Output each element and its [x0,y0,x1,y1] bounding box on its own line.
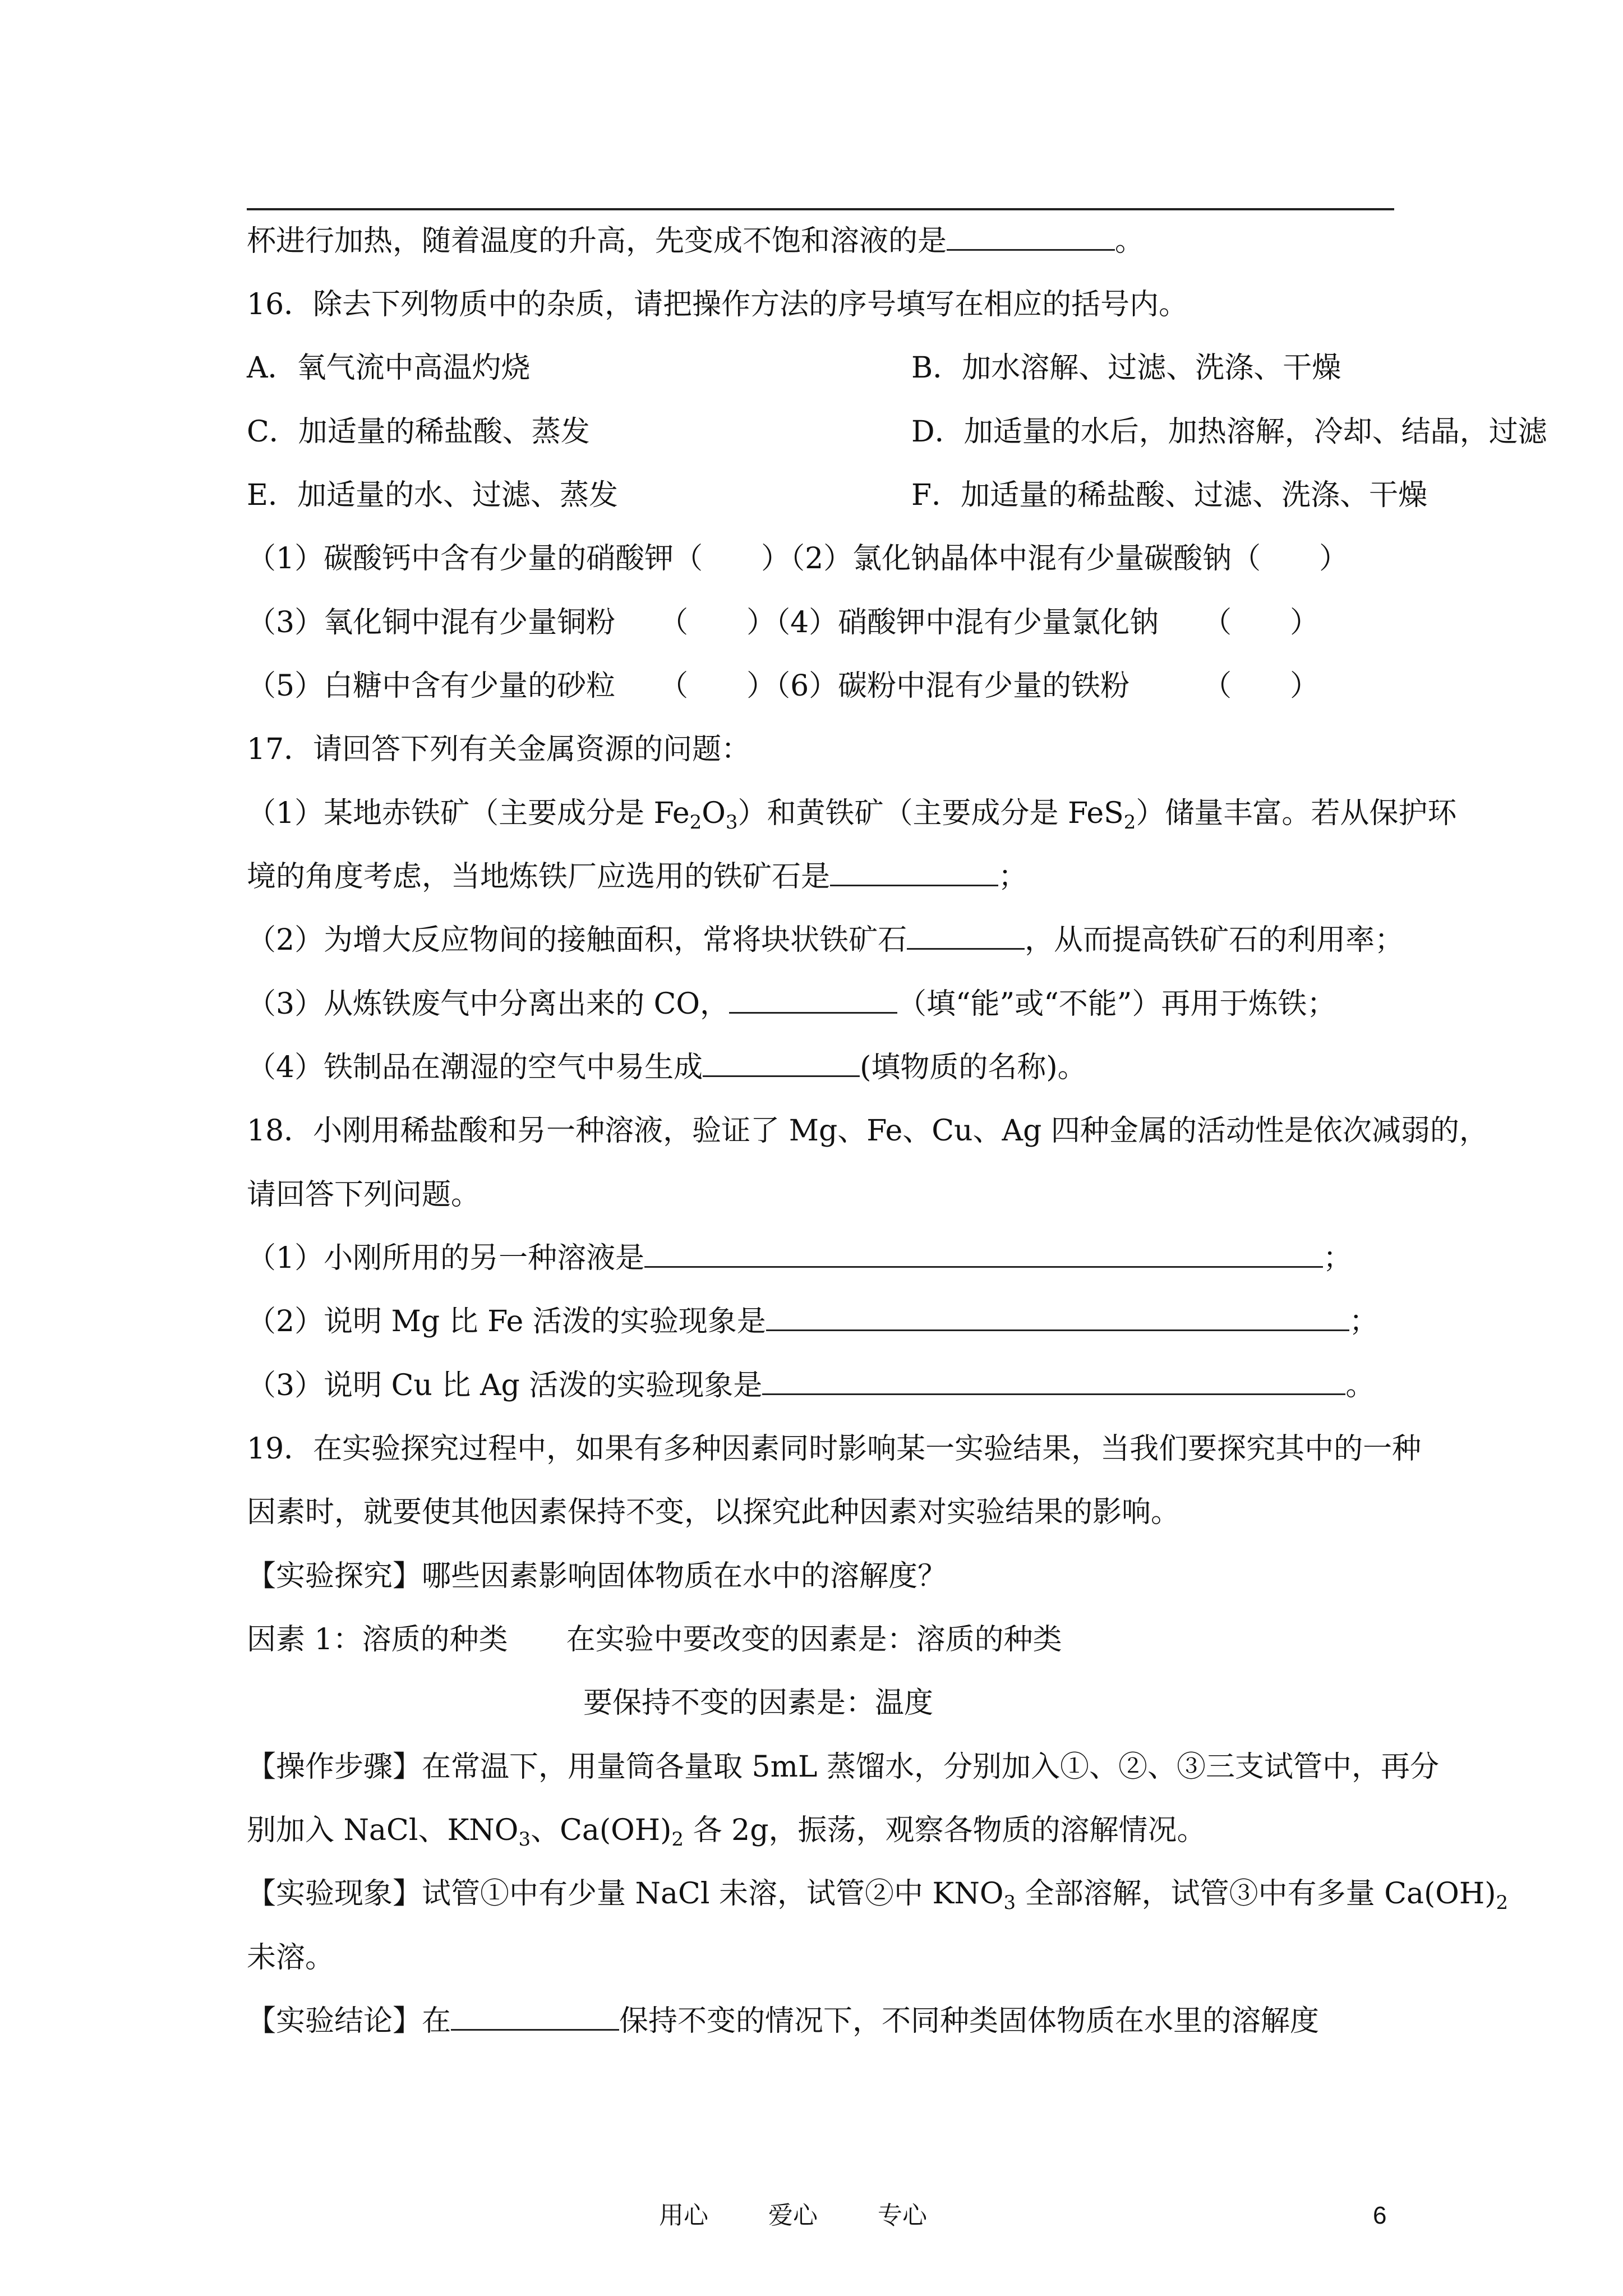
question-17-1b: 境的角度考虑，当地炼铁厂应选用的铁矿石是 ； [247,854,1027,899]
question-16-items-5-6: （5）白糖中含有少量的砂粒 （ ）（6）碳粉中混有少量的铁粉 （ ） [247,669,1320,703]
question-17-2: （2）为增大反应物间的接触面积，常将块状铁矿石 ，从而提高铁矿石的利用率； [247,918,1404,963]
option-row-cd [247,409,1547,454]
question-19-factor: 因素 1：溶质的种类 在实验中要改变的因素是：溶质的种类 [247,1623,1062,1657]
question-19-phenomenon: 【实验现象】试管①中有少量 NaCl 未溶，试管②中 $KNO_3$ 全部溶解，试管③中有多量 $Ca(OH)_2$ [247,1877,1509,1914]
question-19-explore: 【实验探究】哪些因素影响固体物质在水中的溶解度？ [247,1559,947,1593]
question-19b: 因素时，就要使其他因素保持不变，以探究此种因素对实验结果的影响。 [247,1496,1181,1529]
question-19-steps-b: 别加入 NaCl、$KNO_3$、$Ca(OH)_2$ 各 2g，振荡，观察各物质的溶解情况。 [247,1814,1206,1851]
question-17-4: （4）铁制品在潮湿的空气中易生成 (填物质的名称)。 [247,1045,1087,1090]
option-f: F．加适量的稀盐酸、过滤、洗涤、干燥 [911,478,1428,512]
answer-blank[interactable] [644,1239,1323,1268]
question-19-conclusion: 【实验结论】在 保持不变的情况下，不同种类固体物质在水里的溶解度 [247,1999,1319,2044]
question-16: 16．除去下列物质中的杂质，请把操作方法的序号填写在相应的括号内。 [247,288,1188,321]
option-e: E．加适量的水、过滤、蒸发 [247,478,618,512]
answer-blank[interactable] [762,1366,1345,1395]
question-16-items-1-2: （1）碳酸钙中含有少量的硝酸钾（ ）（2）氯化钠晶体中混有少量碳酸钠（ ） [247,542,1349,576]
footer-motto-1: 用心 [659,2201,708,2230]
question-18b: 请回答下列问题。 [247,1178,481,1212]
option-b: B．加水溶解、过滤、洗涤、干燥 [911,351,1341,385]
question-19-phenomenon-end: 未溶。 [247,1941,335,1975]
answer-blank[interactable] [907,921,1025,950]
question-18-2: （2）说明 Mg 比 Fe 活泼的实验现象是 ； [247,1299,1378,1344]
answer-blank[interactable] [830,858,998,886]
option-d: D．加适量的水后，加热溶解，冷却、结晶，过滤 [911,415,1547,449]
question-18a: 18．小刚用稀盐酸和另一种溶液，验证了 Mg、Fe、Cu、Ag 四种金属的活动性是依次减弱的， [247,1114,1488,1148]
answer-blank[interactable] [451,2002,619,2031]
question-19a: 19．在实验探究过程中，如果有多种因素同时影响某一实验结果，当我们要探究其中的一种 [247,1432,1422,1466]
option-row-ab [247,346,1341,390]
answer-blank[interactable] [703,1048,860,1077]
question-18-3: （3）说明 Cu 比 Ag 活泼的实验现象是 。 [247,1363,1375,1408]
question-19-constant: 要保持不变的因素是：温度 [583,1686,934,1720]
question-19-steps-a: 【操作步骤】在常温下，用量筒各量取 5mL 蒸馏水，分别加入①、②、③三支试管中，再分 [247,1750,1439,1784]
option-c: C．加适量的稀盐酸、蒸发 [247,415,590,449]
question-16-items-3-4: （3）氧化铜中混有少量铜粉 （ ）（4）硝酸钾中混有少量氯化钠 （ ） [247,606,1320,639]
answer-blank[interactable] [766,1303,1349,1331]
question-17-1a: （1）某地赤铁矿（主要成分是 $Fe_2O_3$）和黄铁矿（主要成分是 FeS$_2$）储量丰富。若从保护环 [247,797,1457,834]
footer-motto-3: 专心 [878,2201,927,2230]
option-row-ef [247,473,1428,518]
line-continuation: 杯进行加热，随着温度的升高，先变成不饱和溶液的是 。 [247,219,1144,264]
question-17-3: （3）从炼铁废气中分离出来的 CO， （填“能”或“不能”）再用于炼铁； [247,982,1336,1027]
question-18-1: （1）小刚所用的另一种溶液是 ； [247,1236,1352,1281]
page-number: 6 [1373,2202,1387,2229]
answer-blank[interactable] [729,985,897,1014]
footer-motto-2: 爱心 [768,2201,818,2230]
header-rule [247,208,1394,210]
option-a: A．氧气流中高温灼烧 [247,351,531,385]
answer-blank[interactable] [947,222,1115,251]
question-17: 17．请回答下列有关金属资源的问题： [247,733,751,766]
